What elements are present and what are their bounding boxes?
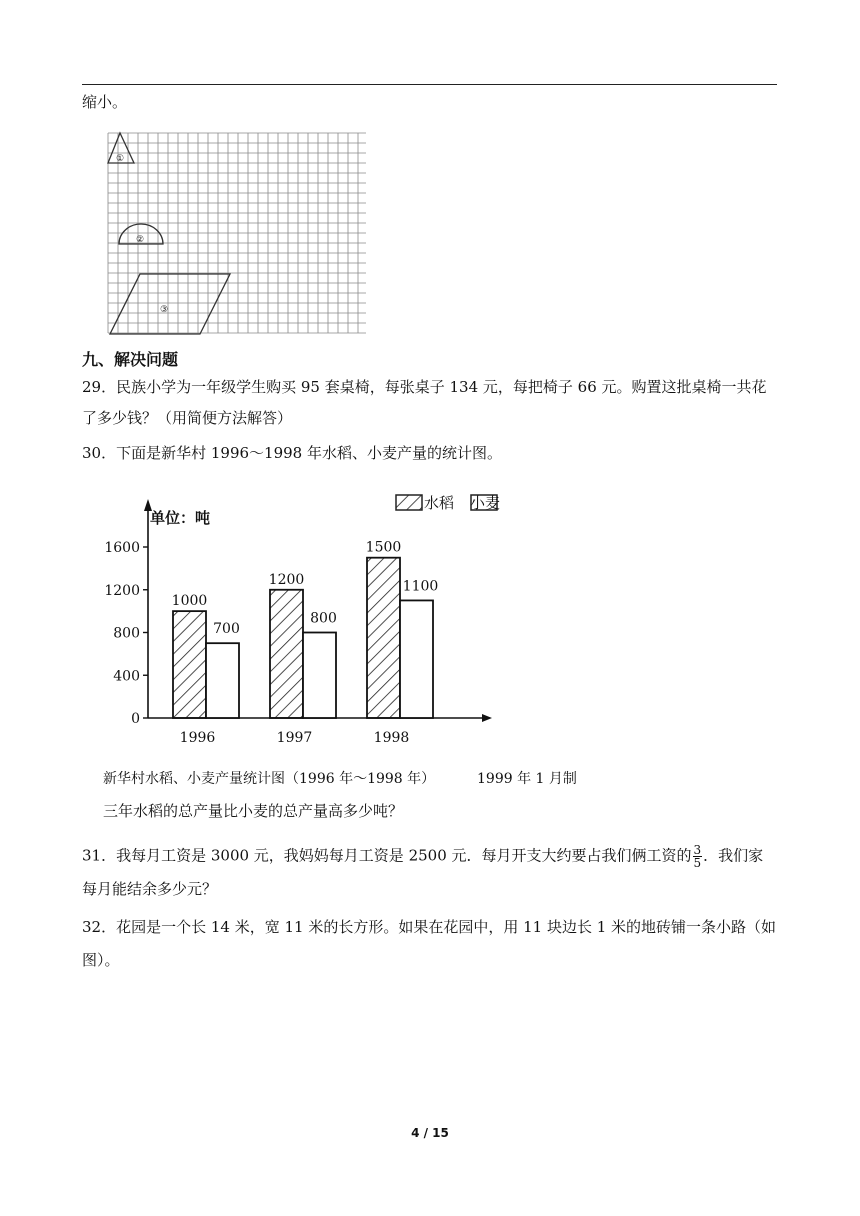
- x-tick-label: 1996: [179, 730, 216, 746]
- y-tick-label: 1200: [104, 582, 140, 599]
- q30-question: 三年水稻的总产量比小麦的总产量高多少吨？: [103, 802, 404, 820]
- x-tick-label: 1998: [373, 730, 410, 746]
- header-rule: [82, 84, 777, 85]
- bar-value-label: 1100: [402, 578, 439, 595]
- bar-value-label: 1200: [268, 571, 305, 588]
- bar-wheat: [206, 643, 239, 718]
- grid-figure: [104, 130, 366, 336]
- legend-label-rice: 水稻: [424, 494, 455, 512]
- x-axis-arrow: [482, 714, 492, 722]
- y-tick-label: 800: [113, 625, 140, 642]
- legend-label-wheat: 小麦: [469, 494, 500, 512]
- fraction: [693, 844, 703, 869]
- bar-wheat: [400, 600, 433, 718]
- x-tick-label: 1997: [276, 730, 313, 746]
- shape-label-1: ①: [116, 154, 125, 164]
- q32-line2: 图）。: [82, 951, 120, 969]
- bar-value-label: 800: [310, 610, 337, 627]
- bar-value-label: 700: [213, 621, 240, 638]
- q31-line1: [82, 844, 763, 869]
- legend-swatch-rice: [396, 495, 422, 510]
- chart-caption: 新华村水稻、小麦产量统计图（1996 年～1998 年）: [103, 771, 436, 787]
- fraction-numerator: 3: [693, 843, 702, 857]
- q31-text-b: ．我们家: [703, 846, 764, 865]
- fraction-denominator: 5: [693, 856, 702, 870]
- bar-chart: [100, 485, 500, 750]
- bar-value-label: 1000: [171, 593, 208, 610]
- bar-rice: [173, 611, 206, 718]
- chart-unit-label: 单位：吨: [150, 509, 211, 527]
- grid-lines: [108, 133, 366, 333]
- q32-line1: 32．花园是一个长 14 米，宽 11 米的长方形。如果在花园中，用 11 块边长 1 米的地砖铺一条小路（如: [82, 918, 777, 936]
- q31-line2: 每月能结余多少元？: [82, 880, 218, 898]
- bar-wheat: [303, 633, 336, 719]
- continued-text: 缩小。: [82, 93, 128, 111]
- q30-line1: 30．下面是新华村 1996～1998 年水稻、小麦产量的统计图。: [82, 444, 502, 462]
- chart-date: 1999 年 1 月制: [477, 771, 577, 787]
- page-number: 4 / 15: [411, 1126, 449, 1140]
- q29-line2: 了多少钱？（用简便方法解答）: [82, 409, 293, 427]
- bar-rice: [367, 558, 400, 718]
- shape-label-3: ③: [160, 305, 169, 315]
- q29-line1: 29．民族小学为一年级学生购买 95 套桌椅，每张桌子 134 元，每把椅子 66 元。购置这批桌椅一共花: [82, 378, 767, 396]
- bar-value-label: 1500: [365, 539, 402, 556]
- y-tick-label: 400: [113, 668, 140, 685]
- y-tick-label: 1600: [104, 540, 140, 556]
- section-title: 九、解决问题: [82, 350, 179, 369]
- bar-rice: [270, 590, 303, 718]
- shape-label-2: ②: [136, 235, 145, 245]
- y-tick-label: 0: [131, 711, 140, 727]
- q31-text-a: 31．我每月工资是 3000 元，我妈妈每月工资是 2500 元．每月开支大约要占我们俩工资的: [82, 846, 692, 865]
